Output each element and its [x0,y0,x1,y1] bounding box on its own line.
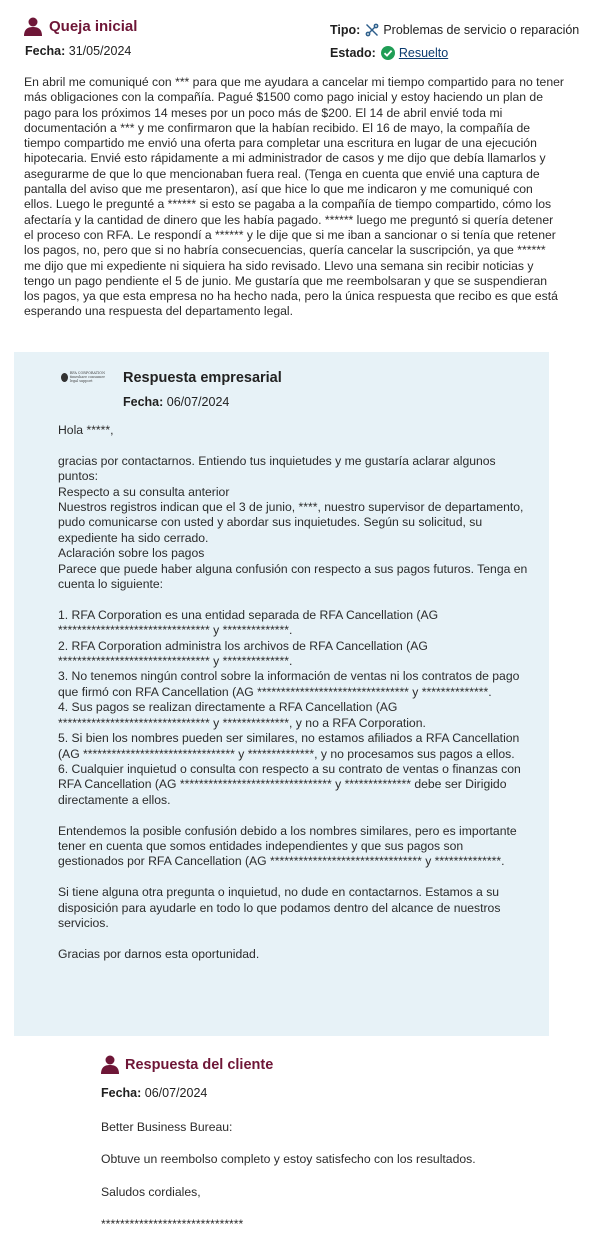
paragraph: Si tiene alguna otra pregunta o inquietud, no dude en contactarnos. Estamos a su disposición para ayudarle en todo lo que podamos dentro del alcance de nuestros servicios. [58,885,501,930]
customer-response [101,1055,581,1250]
business-date-value: 06/07/2024 [166,395,230,409]
list-item: 5. Si bien los nombres pueden ser similares, no estamos afiliados a RFA Cancellation (AG ******************************** y **************, y no procesamos sus pagos a ellos. [58,731,520,761]
check-circle-icon [381,46,395,60]
customer-date-value: 06/07/2024 [144,1086,208,1100]
paragraph: Hola *****, [58,423,114,437]
logo-text: RFA CORPORATION [69,371,106,375]
list-item: 2. RFA Corporation administra los archivos de RFA Cancellation (AG ******************************** y **************. [58,638,428,669]
logo-subtext: timeshare consumer legal support [69,375,105,383]
customer-response-date [101,1086,581,1100]
paragraph: Gracias por darnos esta oportunidad. [58,946,260,961]
customer-date-label: Fecha: [101,1086,142,1100]
company-logo [61,371,114,383]
paragraph: Aclaración sobre los pagos [58,546,205,561]
logo-mark [61,373,68,382]
list-item: 4. Sus pagos se realizan directamente a RFA Cancellation (AG ******************************** y **************, y no a RFA Corporation. [58,700,426,730]
complaint-type [330,20,579,40]
paragraph: Respecto a su consulta anterior [58,484,230,499]
person-icon [101,1055,119,1074]
complaint-text: En abril me comuniqué con *** para que me ayudara a cancelar mi tiempo compartido para no tener más obligaciones con la compañía. Pagué $1500 como pago inicial y estoy haciendo un plan de pago para los próximos 14 meses por un poco más de $200. El 14 de abril envié toda mi documentación a *** y me confirmaron que la habían recibido. El 16 de mayo, la compañía de tiempo compartido me envió una oferta para completar una escritura en lugar de una ejecución hipotecaria. Envié esto rápidamente a mi administrador de casos y me dijo que debía llamarlos y asegurarme de que lo que mencionaban fuera real. (Tenga en cuenta que envié una captura de pantalla del aviso que me presentaron), así que hice lo que me indicaron y me comuniqué con ellos. Luego le pregunté a ****** si esto se pagaba a la compañía de tiempo compartido, cómo los afectaría y la cantidad de dinero que les había pagado. ****** luego me preguntó si quería detener el proceso con RFA. Le respondí a ****** y le dije que si me iban a sancionar o si tenía que retener los pagos, no, pero que si no habría consecuencias, quería cancelar la suscripción, ya que ****** me dijo que mi expediente ni siquiera ha sido revisado. Llevo una semana sin recibir noticias y tengo un pago pendiente el 5 de junio. Me gustaría que me reembolsaran y que se suspendieran los pagos, ya que esta empresa no ha hecho nada, pero la única respuesta que recibo es que está esperando una respuesta del departamento legal. [24,75,564,319]
paragraph: gracias por contactarnos. Entiendo tus inquietudes y me gustaría aclarar algunos puntos: [58,453,496,484]
status-link[interactable]: Resuelto [398,46,449,60]
complaint-title-row [24,17,137,36]
customer-response-text [101,1120,581,1233]
list-item: 1. RFA Corporation es una entidad separada de RFA Cancellation (AG ******************************** y **************. [58,607,439,638]
complaint-title: Queja inicial [49,18,138,35]
complaint-date-value: 31/05/2024 [68,44,132,58]
paragraph: Parece que puede haber alguna confusión con respecto a sus pagos futuros. Tenga en cuenta lo siguiente: [58,561,528,592]
complaint-status [330,43,579,63]
paragraph: Saludos cordiales, [101,1184,201,1199]
complaint-header [24,17,584,67]
business-response-text [58,423,528,962]
complaint-type-value: Problemas de servicio o reparación [383,23,580,37]
paragraph: Entendemos la posible confusión debido a los nombres similares, pero es importante tener en cuenta que somos entidades independientes y que sus pagos son gestionados por RFA Cancellation (AG ******************************** y **************. [58,823,517,869]
signature: ****************************** [101,1217,244,1232]
paragraph: Better Business Bureau: [101,1120,233,1134]
customer-title-row [101,1055,581,1074]
complaint-date [25,44,131,58]
customer-response-title: Respuesta del cliente [125,1056,274,1073]
complaint-status-label: Estado: [330,46,376,60]
business-response-title: Respuesta empresarial [123,370,282,386]
complaint-date-label: Fecha: [25,44,66,58]
complaint-type-label: Tipo: [330,23,361,37]
business-response [14,352,549,1036]
list-item: 3. No tenemos ningún control sobre la información de ventas ni los contratos de pago que firmó con RFA Cancellation (AG ******************************** y **************. [58,669,520,699]
person-icon [24,17,42,36]
wrench-screwdriver-icon [365,23,379,37]
complaint-meta [330,20,579,66]
paragraph: Obtuve un reembolso completo y estoy satisfecho con los resultados. [101,1152,476,1167]
business-date-label: Fecha: [123,395,164,409]
business-response-date [123,395,229,409]
list-item: 6. Cualquier inquietud o consulta con respecto a su contrato de ventas o finanzas con RFA Cancellation (AG ******************************** y ************** debe ser Dirigido directamente a ellos. [58,761,521,807]
paragraph: Nuestros registros indican que el 3 de junio, ****, nuestro supervisor de departamento, pudo comunicarse con usted y abordar sus inquietudes. Según su solicitud, su expediente ha sido cerrado. [58,500,524,545]
